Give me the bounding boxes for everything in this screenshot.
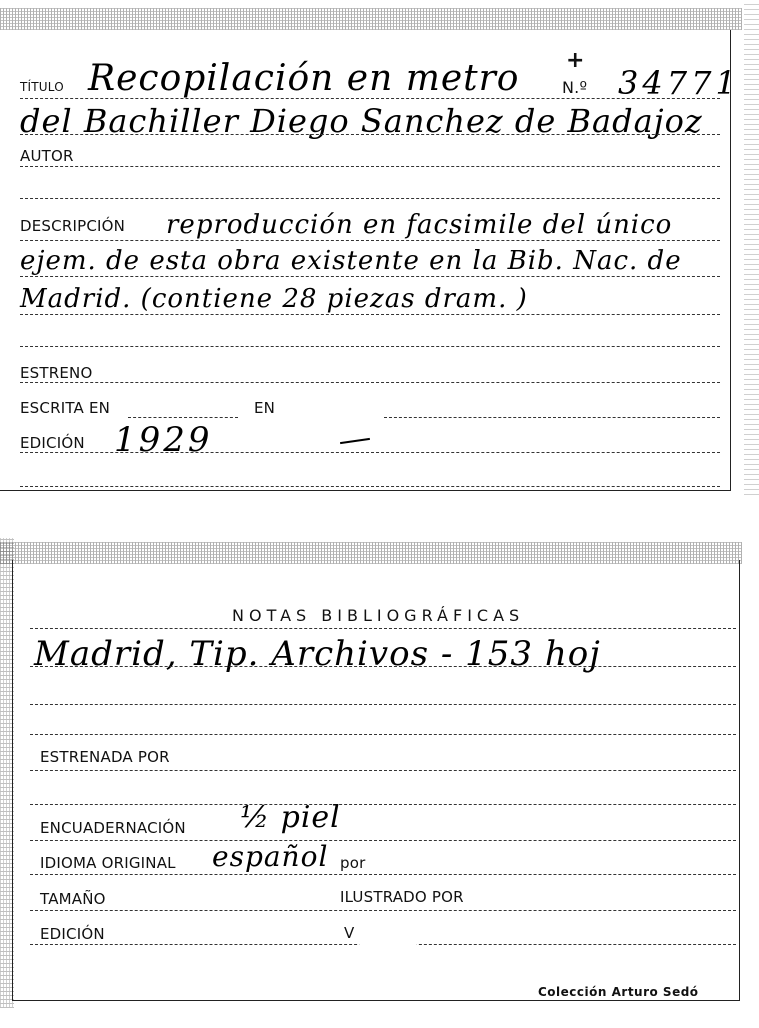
paper-damage bbox=[358, 930, 418, 970]
escrita-en-label: ESCRITA EN bbox=[20, 399, 111, 417]
titulo-line-2 bbox=[20, 134, 720, 135]
estrenada-line bbox=[30, 770, 736, 771]
descripcion-line-2 bbox=[20, 276, 720, 277]
titulo-value-line1: Recopilación en metro bbox=[88, 58, 520, 99]
idioma-original-value: español bbox=[212, 840, 329, 873]
autor-label: AUTOR bbox=[20, 147, 74, 165]
numero-label: N.º bbox=[562, 78, 588, 97]
collection-credit: Colección Arturo Sedó bbox=[538, 985, 699, 999]
v-label: V bbox=[344, 924, 355, 942]
tamano-label: TAMAÑO bbox=[40, 890, 106, 908]
notas-line-2 bbox=[30, 666, 736, 667]
escrita-en-line bbox=[128, 417, 238, 418]
descripcion-line2: ejem. de esta obra existente en la Bib. Nac. de bbox=[20, 246, 682, 276]
idioma-original-label: IDIOMA ORIGINAL bbox=[40, 854, 176, 872]
edicion-label-2: EDICIÓN bbox=[40, 925, 105, 943]
estreno-line bbox=[20, 382, 720, 383]
encuadernacion-value: ½ piel bbox=[240, 800, 341, 835]
notas-line-4 bbox=[30, 734, 736, 735]
autor-line-2 bbox=[20, 198, 720, 199]
estrenada-por-label: ESTRENADA POR bbox=[40, 748, 170, 766]
catalog-card-bottom bbox=[0, 538, 742, 1008]
autor-line bbox=[20, 166, 720, 167]
encuadernacion-line bbox=[30, 840, 736, 841]
descripcion-line1: reproducción en facsimile del único bbox=[166, 210, 673, 240]
idioma-line bbox=[30, 874, 736, 875]
titulo-value-line2: del Bachiller Diego Sanchez de Badajoz bbox=[20, 102, 703, 140]
titulo-line bbox=[20, 98, 720, 99]
notas-line-3 bbox=[30, 704, 736, 705]
notas-line bbox=[30, 628, 736, 629]
edicion-value: 1929 bbox=[114, 420, 213, 460]
estrenada-line-2 bbox=[30, 804, 736, 805]
card-edge-texture bbox=[744, 0, 759, 495]
en-line bbox=[384, 417, 720, 418]
descripcion-label: DESCRIPCIÓN bbox=[20, 217, 126, 235]
ilustrado-por-label: ILUSTRADO POR bbox=[340, 888, 464, 906]
encuadernacion-label: ENCUADERNACIÓN bbox=[40, 819, 186, 837]
notas-heading: NOTAS BIBLIOGRÁFICAS bbox=[232, 606, 525, 625]
edicion-label: EDICIÓN bbox=[20, 434, 85, 452]
descripcion-line3: Madrid. (contiene 28 piezas dram. ) bbox=[20, 284, 528, 314]
descripcion-line bbox=[20, 240, 720, 241]
bottom-line bbox=[20, 486, 720, 487]
titulo-label: TÍTULO bbox=[20, 80, 64, 94]
tamano-line bbox=[30, 910, 736, 911]
en-label: EN bbox=[254, 399, 276, 417]
descripcion-line-3 bbox=[20, 314, 720, 315]
card-edge-texture bbox=[0, 8, 742, 30]
catalog-card-top bbox=[0, 0, 742, 495]
notas-line1: Madrid, Tip. Archivos - 153 hoj bbox=[34, 634, 601, 674]
descripcion-line-4 bbox=[20, 346, 720, 347]
edicion-line bbox=[20, 452, 720, 453]
dagger-mark: + bbox=[566, 48, 585, 73]
numero-value: 34771 bbox=[618, 64, 740, 102]
estreno-label: ESTRENO bbox=[20, 364, 93, 382]
por-label: por bbox=[340, 854, 366, 872]
